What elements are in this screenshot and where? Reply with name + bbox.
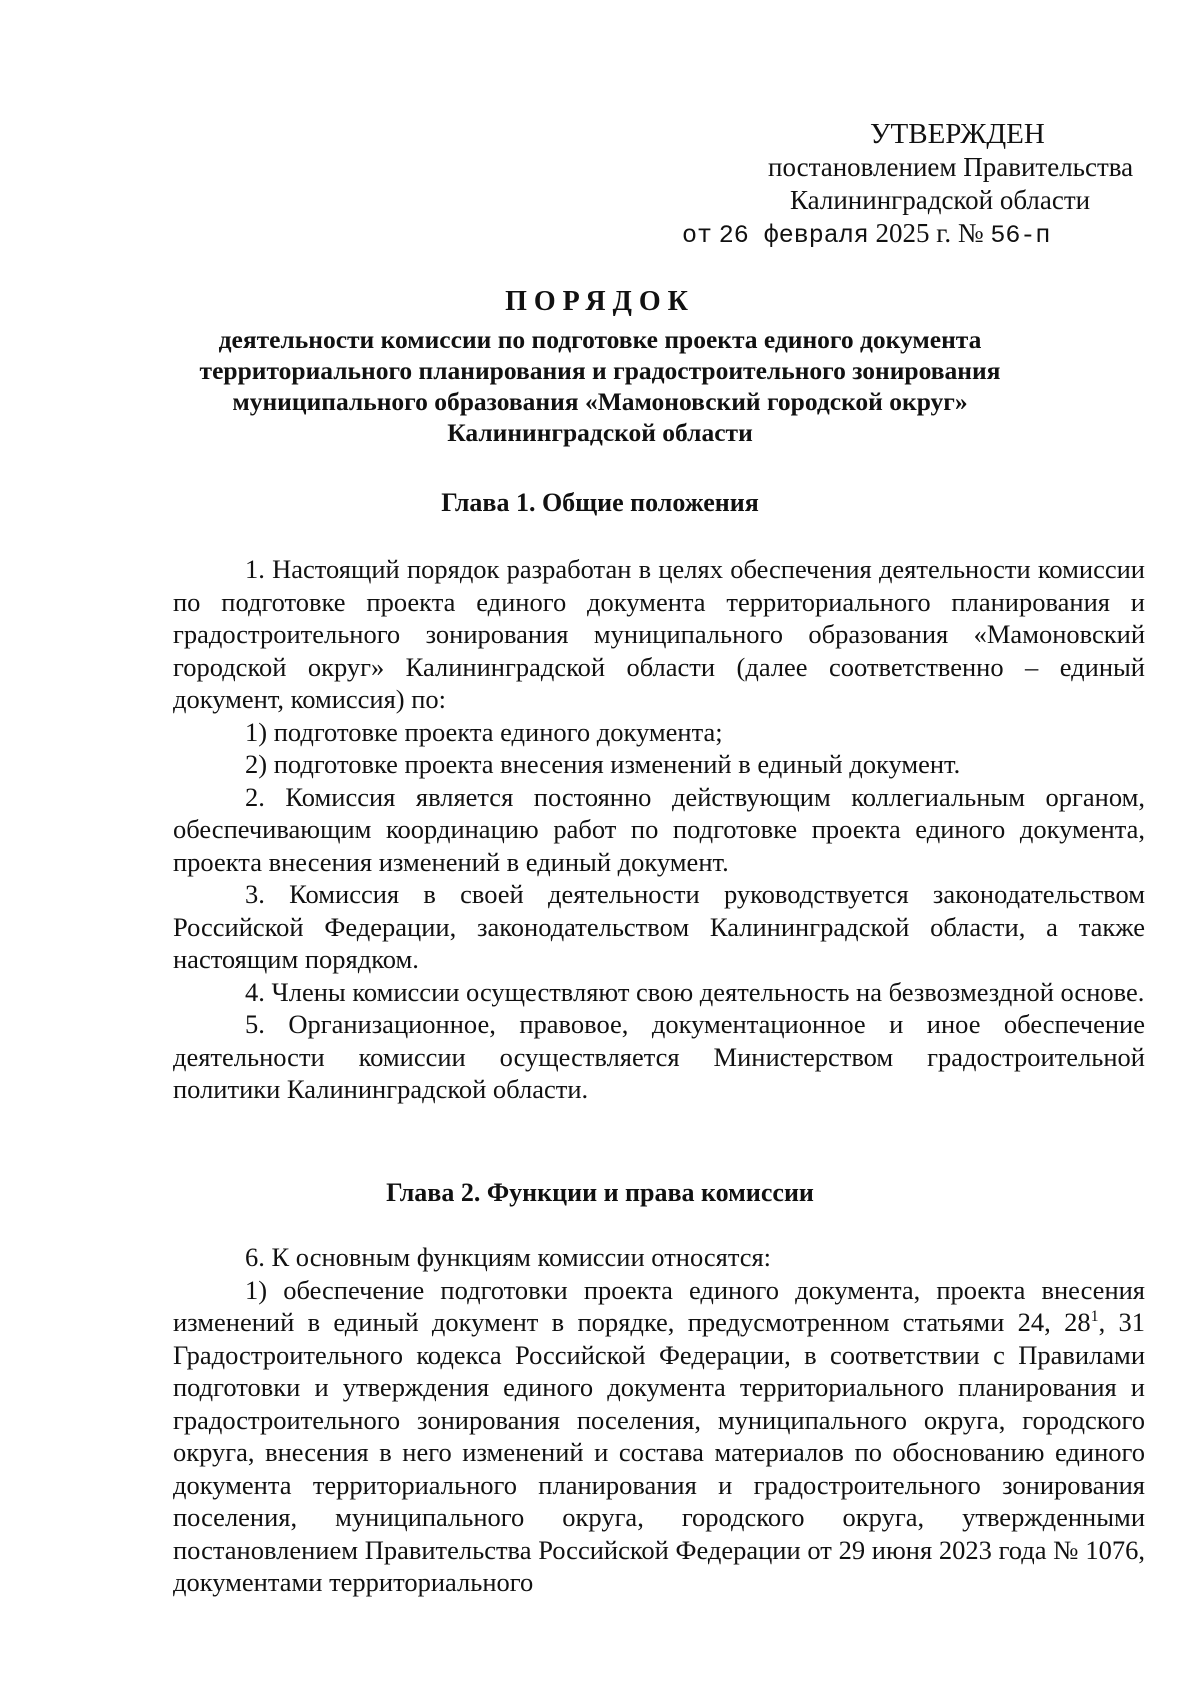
- paragraph: 6. К основным функциям комиссии относятся:: [245, 1242, 772, 1272]
- paragraph-text: 1) обеспечение подготовки проекта единого документа, проекта внесения изменений в единый документ в порядке, предусмотренном статьями 24, 28: [173, 1274, 1145, 1337]
- number-sign: №: [957, 218, 984, 248]
- number-value: 56-п: [990, 221, 1051, 250]
- superscript: 1: [1090, 1308, 1099, 1326]
- chapter-2-heading: Глава 2. Функции и права комиссии: [386, 1178, 814, 1207]
- paragraph: 5. Организационное, правовое, документационное и иное обеспечение деятельности комиссии осуществляется Министерством градостроительной политики Калининградской области.: [173, 1009, 1145, 1104]
- paragraph: 2. Комиссия является постоянно действующим коллегиальным органом, обеспечивающим координацию работ по подготовке проекта единого документа, проекта внесения изменений в единый документ.: [173, 781, 1145, 877]
- paragraph: 4. Члены комиссии осуществляют свою деятельность на безвозмездной основе.: [245, 976, 1145, 1007]
- date-prefix: от: [682, 221, 713, 250]
- paragraph: 1) подготовке проекта единого документа;: [245, 716, 723, 747]
- date-value: 26 февраля: [718, 221, 869, 250]
- paragraph-text: , 31 Градостроительного кодекса Российской Федерации, в соответствии с Правилами подготовки и утверждения единого документа территориального планирования и градостроительного зонирования поселения, муниципального округа, городского округа, внесения в него изменений и состава материалов по обоснованию единого документа территориального планирования и градостроительного зонирования поселения, муниципального округа, городского округа, утвержденными постановлением Правительства Российской Федерации от 29 июня 2023 года № 1076, документами территориального: [173, 1307, 1145, 1597]
- document-title: ПОРЯДОК: [505, 286, 695, 317]
- approval-region: Калининградской области: [790, 185, 1091, 215]
- paragraph: [173, 1274, 1145, 1599]
- chapter-1-body: [173, 553, 1145, 1106]
- paragraph: 1. Настоящий порядок разработан в целях обеспечения деятельности комиссии по подготовке проекта единого документа территориального планирования и градостроительного зонирования муниципального образования «Мамоновский городской округ» Калининградской области (далее соответственно – единый документ, комиссия) по:: [173, 554, 1145, 714]
- approval-heading: УТВЕРЖДЕН: [870, 118, 1045, 150]
- chapter-2-body: [173, 1241, 1145, 1599]
- chapter-1-heading: Глава 1. Общие положения: [441, 488, 759, 517]
- document-subtitle: деятельности комиссии по подготовке проекта единого документа территориального планирования и градостроительного зонирования муниципального образования «Мамоновский городской округ» Калининградской области: [199, 325, 1001, 447]
- date-year: 2025 г.: [875, 218, 952, 248]
- paragraph: 3. Комиссия в своей деятельности руководствуется законодательством Российской Федерации, законодательством Калининградской области, а также настоящим порядком.: [173, 879, 1145, 974]
- approval-date-number: [682, 217, 1142, 252]
- approval-authority: постановлением Правительства: [768, 152, 1134, 182]
- paragraph: 2) подготовке проекта внесения изменений в единый документ.: [245, 749, 961, 779]
- approval-stamp: [682, 118, 1160, 252]
